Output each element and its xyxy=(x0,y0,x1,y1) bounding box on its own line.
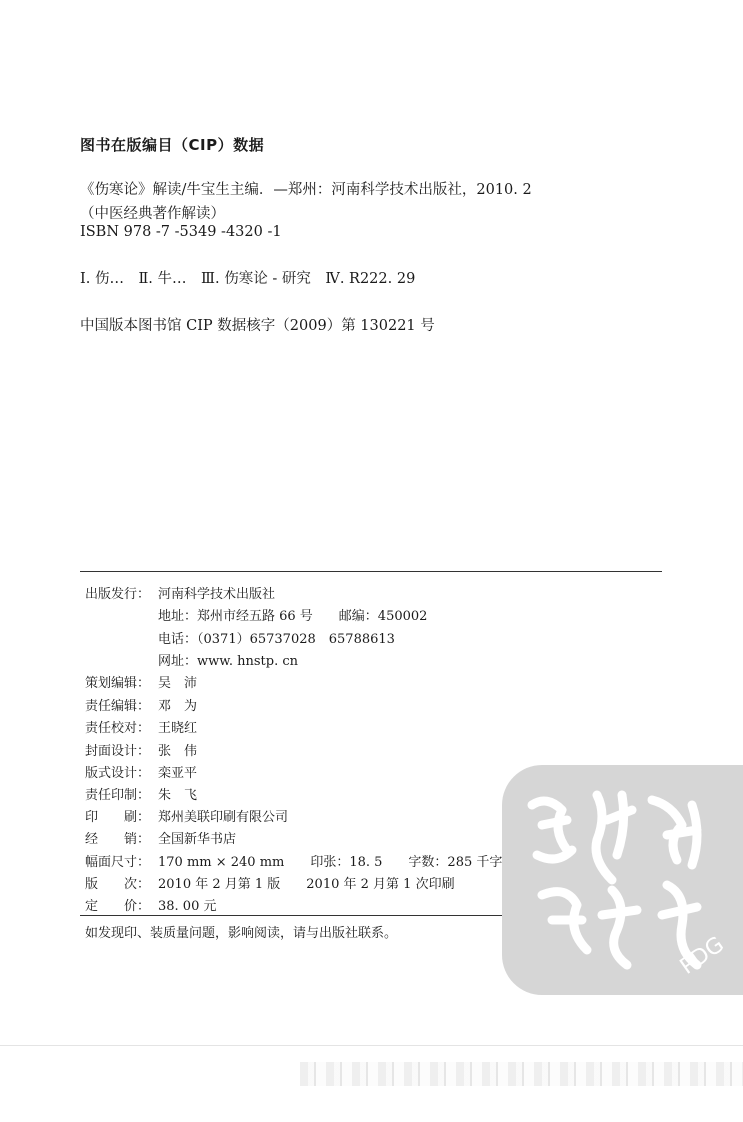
layout-design-value: 栾亚平 xyxy=(158,766,198,781)
cip-subjects: Ⅰ. 伤… Ⅱ. 牛… Ⅲ. 伤寒论 - 研究 Ⅳ. R222. 29 xyxy=(80,271,416,287)
cover-design-value: 张 伟 xyxy=(158,744,198,759)
quality-notice: 如发现印、装质量问题，影响阅读，请与出版社联系。 xyxy=(85,926,398,941)
distributor-label: 经 销： xyxy=(85,832,151,847)
printer-value: 郑州美联印刷有限公司 xyxy=(158,810,289,825)
proofreader-label: 责任校对： xyxy=(85,721,151,736)
watermark-text: PDG xyxy=(675,932,729,980)
price-value: 38. 00 元 xyxy=(158,899,217,914)
cip-title-line: 《伤寒论》解读/牛宝生主编．—郑州：河南科学技术出版社，2010. 2 xyxy=(80,182,532,198)
watermark-seal xyxy=(502,765,743,995)
scan-edge-line xyxy=(0,1045,743,1046)
publisher-label: 出版发行： xyxy=(85,587,151,602)
publisher-website: 网址：www. hnstp. cn xyxy=(158,654,298,669)
distributor-value: 全国新华书店 xyxy=(158,832,237,847)
watermark-seal-graphic xyxy=(502,765,743,995)
publisher-address: 地址：郑州市经五路 66 号 邮编：450002 xyxy=(158,609,428,624)
publisher-value: 河南科学技术出版社 xyxy=(158,587,276,602)
publisher-phone: 电话：（0371）65737028 65788613 xyxy=(158,632,395,647)
proofreader-value: 王晓红 xyxy=(158,721,198,736)
print-supervisor-label: 责任印制： xyxy=(85,788,151,803)
responsible-editor-label: 责任编辑： xyxy=(85,699,151,714)
edition-label: 版 次： xyxy=(85,877,151,892)
cip-isbn: ISBN 978 -7 -5349 -4320 -1 xyxy=(80,224,282,240)
format-value: 170 mm × 240 mm 印张：18. 5 字数：285 千字 xyxy=(158,855,503,870)
edition-value: 2010 年 2 月第 1 版 2010 年 2 月第 1 次印刷 xyxy=(158,877,455,892)
scan-artifact-strip xyxy=(300,1062,743,1086)
layout-design-label: 版式设计： xyxy=(85,766,151,781)
cip-approval-number: 中国版本图书馆 CIP 数据核字（2009）第 130221 号 xyxy=(80,318,435,334)
planning-editor-value: 吴 沛 xyxy=(158,676,198,691)
responsible-editor-value: 邓 为 xyxy=(158,699,198,714)
cip-heading: 图书在版编目（CIP）数据 xyxy=(80,136,265,154)
cip-series: （中医经典著作解读） xyxy=(80,206,225,222)
format-label: 幅面尺寸： xyxy=(85,855,151,870)
cover-design-label: 封面设计： xyxy=(85,744,151,759)
printer-label: 印 刷： xyxy=(85,810,151,825)
imprint-top-rule xyxy=(80,571,662,572)
planning-editor-label: 策划编辑： xyxy=(85,676,151,691)
print-supervisor-value: 朱 飞 xyxy=(158,788,198,803)
price-label: 定 价： xyxy=(85,899,151,914)
